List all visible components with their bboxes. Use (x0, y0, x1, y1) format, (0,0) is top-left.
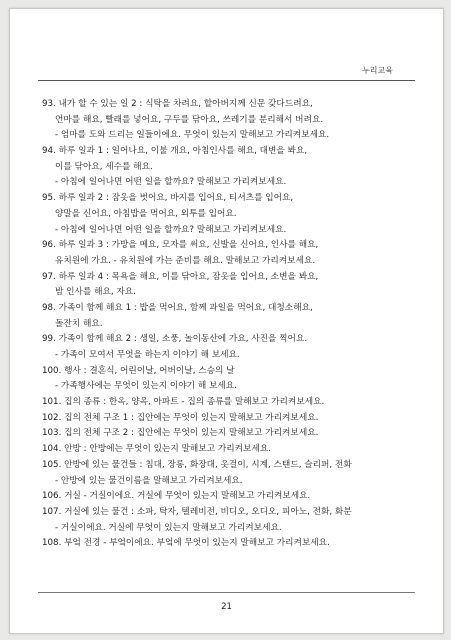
item-continuation-line: - 안방에 있는 물건이름을 말해보고 가리켜보세요. (55, 475, 243, 486)
item-continuation-line: - 거실이에요. 거실에 무엇이 있는지 말해보고 가리켜보세요. (55, 522, 282, 533)
footer-divider (38, 592, 415, 593)
item-continuation-line: - 엄마를 도와 드리는 일들이에요. 무엇이 있는지 말해보고 가리켜보세요. (55, 130, 330, 141)
document-page (9, 8, 444, 634)
item-line: 108. 부엌 전경 - 부엌이에요. 부엌에 무엇이 있는지 말해보고 가리켜보세요. (42, 538, 330, 549)
item-line: 98. 가족이 함께 해요 1 : 밥을 먹어요, 함께 과일을 먹어요, 대청소해요, (42, 302, 313, 313)
item-continuation-line: 언마를 해요, 빨래를 넣어요, 구두를 닦아요, 쓰레기를 분리해서 버려요. (55, 114, 324, 125)
header-divider (38, 80, 415, 81)
content-list (42, 97, 442, 552)
item-continuation-line: 이를 닦아요, 세수를 해요. (55, 161, 153, 172)
item-continuation-line: - 가족이 모여서 무엇을 하는지 이야기 해 보세요. (55, 350, 240, 360)
item-continuation-line: - 아침에 일어나면 어떤 일을 할까요? 말해보고 가리켜보세요. (55, 177, 287, 188)
item-continuation-line: 돌잔치 해요. (55, 318, 103, 329)
item-line: 95. 하루 일과 2 : 잠옷을 벗어요, 바지를 입어요, 티셔츠를 입어요, (42, 193, 294, 204)
section-header: 누리교육 (362, 66, 393, 75)
item-line: 100. 행사 : 결혼식, 어린이날, 어버이날, 스승의 날 (42, 365, 235, 376)
item-continuation-line: - 가족행사에는 무엇이 있는지 이야기 해 보세요. (55, 381, 237, 392)
item-line: 101. 집의 종류 : 한옥, 양옥, 아파트 - 집의 종류를 말해보고 가리켜보세요. (42, 397, 325, 408)
item-continuation-line: 밤 인사를 해요, 자요. (55, 287, 136, 298)
item-line: 102. 집의 전체 구조 1 : 집안에는 무엇이 있는지 말해보고 가리켜보세요. (42, 412, 319, 423)
item-line: 94. 하루 일과 1 : 일어나요, 이불 개요, 아침인사를 해요, 대변을 봐요, (42, 146, 308, 157)
item-continuation-line: 양말을 신어요, 아침밥을 먹어요, 외투를 입어요. (55, 208, 237, 219)
item-continuation-line: - 아침에 일어나면 어떤 일을 할까요? 말해보고 가리켜보세요. (55, 224, 287, 235)
item-line: 96. 하루 일과 3 : 가방을 메요, 모자를 써요, 신발을 신어요, 인사를 해요, (42, 240, 319, 251)
item-line: 99. 가족이 함께 해요 2 : 생일, 소풍, 놀이동산에 가요, 사진을 찍어요. (42, 334, 308, 345)
item-line: 103. 집의 전체 구조 2 : 집안에는 무엇이 있는지 말해보고 가리켜보세요. (42, 428, 319, 439)
item-continuation-line: 유치원에 가요. - 유치원에 가는 준비를 해요. 말해보고 가리켜보세요. (55, 255, 316, 266)
item-line: 106. 거실 - 거실이에요. 거실에 무엇이 있는지 말해보고 가리켜보세요. (42, 491, 311, 502)
item-line: 93. 내가 할 수 있는 일 2 : 식탁을 차려요, 할아버지께 신문 갖다드려요, (42, 99, 313, 109)
item-line: 97. 하루 일과 4 : 목욕을 해요, 이를 닦아요, 잠옷을 입어요, 소변을 봐요, (42, 271, 319, 282)
page-number: 21 (221, 602, 232, 612)
item-line: 107. 거실에 있는 물건 : 소파, 탁자, 텔레비전, 비디오, 오디오, 피아노, 전화, 화분 (42, 506, 352, 517)
item-line: 104. 안방 : 안방에는 무엇이 있는지 말해보고 가리켜보세요. (42, 444, 271, 455)
item-line: 105. 안방에 있는 물건들 : 침대, 장롱, 화장대, 옷걸이, 시계, 스탠드, 슬리퍼, 전화 (42, 459, 352, 470)
